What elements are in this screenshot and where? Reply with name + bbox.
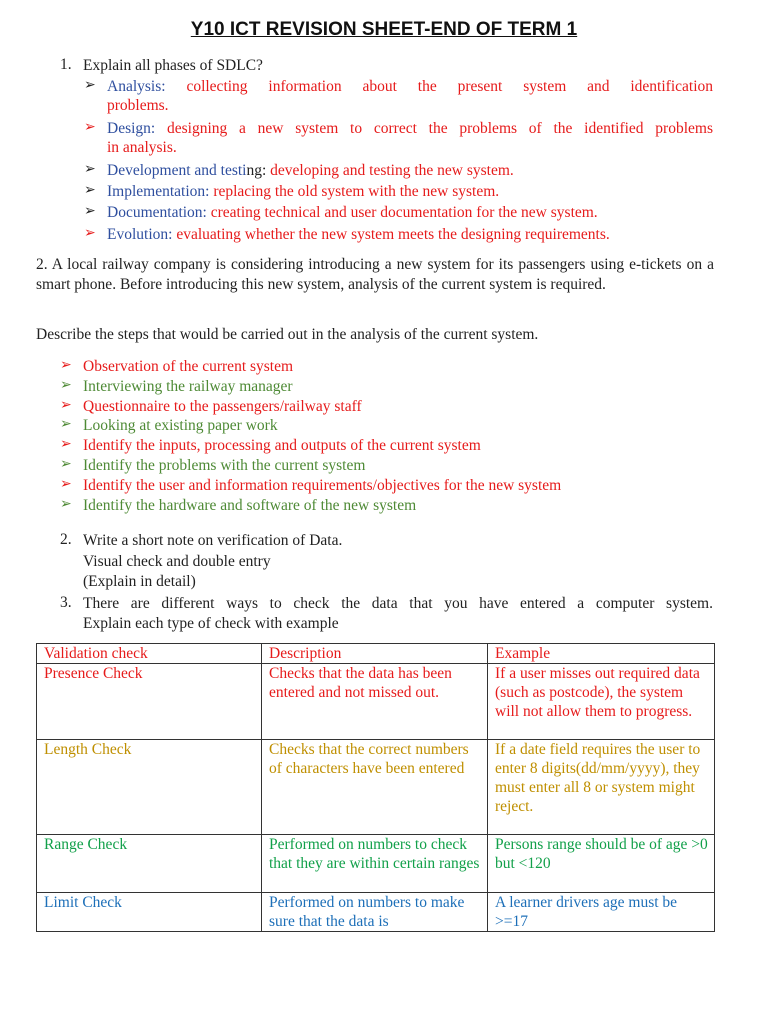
arrowhead-bullet-icon: ➢: [60, 437, 72, 452]
phase-desc-cont: problems.: [107, 97, 169, 114]
arrowhead-bullet-icon: ➢: [84, 226, 96, 241]
phase-desc: designing a new system to correct the problems of the identified problems: [166, 120, 713, 137]
q3-number: 2.: [60, 531, 72, 548]
phase-documentation: [107, 203, 598, 222]
phase-design: [107, 119, 713, 138]
table-row: [37, 893, 715, 932]
phase-term: Implementation:: [107, 183, 210, 200]
arrowhead-bullet-icon: ➢: [60, 457, 72, 472]
phase-desc: creating technical and user documentation for the new system.: [210, 204, 598, 221]
table-header: Validation check: [37, 644, 262, 664]
q1-number: 1.: [60, 56, 72, 73]
q3-line1: Write a short note on verification of Data.: [83, 532, 343, 549]
arrowhead-bullet-icon: ➢: [60, 497, 72, 512]
q3-line3: (Explain in detail): [83, 573, 196, 590]
phase-evolution: [107, 225, 610, 244]
q4-line1: There are different ways to check the data that you have entered a computer system.: [83, 595, 713, 612]
phase-term: Evolution:: [107, 226, 173, 243]
step-item: Interviewing the railway manager: [83, 378, 293, 395]
q3-line2: Visual check and double entry: [83, 553, 271, 570]
arrowhead-bullet-icon: ➢: [60, 358, 72, 373]
phase-term: Design:: [107, 120, 156, 137]
q4-line2: Explain each type of check with example: [83, 615, 339, 632]
table-cell-description: Checks that the data has been entered and not missed out.: [262, 664, 488, 740]
q2-prompt: Describe the steps that would be carried out in the analysis of the current system.: [36, 326, 539, 343]
page-title: Y10 ICT REVISION SHEET-END OF TERM 1: [190, 19, 578, 40]
table-cell-description: Performed on numbers to make sure that the data is: [262, 893, 488, 932]
phase-desc: evaluating whether the new system meets the designing requirements.: [176, 226, 610, 243]
step-item: Questionnaire to the passengers/railway staff: [83, 398, 362, 415]
q1-text: Explain all phases of SDLC?: [83, 57, 263, 74]
step-item: Identify the hardware and software of the new system: [83, 497, 417, 514]
phase-term-tail: ng:: [246, 162, 267, 179]
table-cell-example: If a date field requires the user to enter 8 digits(dd/mm/yyyy), they must enter all 8 or system might reject.: [488, 740, 715, 835]
arrowhead-bullet-icon: ➢: [60, 398, 72, 413]
phase-desc: collecting information about the present system and identification: [186, 78, 714, 95]
step-item: Identify the user and information requirements/objectives for the new system: [83, 477, 562, 494]
phase-development: [107, 161, 514, 180]
phase-desc: developing and testing the new system.: [270, 162, 514, 179]
arrowhead-bullet-icon: ➢: [84, 78, 96, 93]
arrowhead-bullet-icon: ➢: [60, 417, 72, 432]
phase-term: Documentation:: [107, 204, 207, 221]
table-cell-example: A learner drivers age must be >=17: [488, 893, 715, 932]
table-row: [37, 664, 715, 740]
arrowhead-bullet-icon: ➢: [60, 477, 72, 492]
step-item: Looking at existing paper work: [83, 417, 278, 434]
table-row: [37, 835, 715, 893]
arrowhead-bullet-icon: ➢: [60, 378, 72, 393]
arrowhead-bullet-icon: ➢: [84, 183, 96, 198]
table-cell-check: Presence Check: [37, 664, 262, 740]
table-header-row: [37, 644, 715, 664]
phase-desc: replacing the old system with the new system.: [213, 183, 500, 200]
table-header: Description: [262, 644, 488, 664]
step-item: Identify the problems with the current system: [83, 457, 366, 474]
phase-term: Analysis:: [107, 78, 166, 95]
arrowhead-bullet-icon: ➢: [84, 162, 96, 177]
arrowhead-bullet-icon: ➢: [84, 204, 96, 219]
step-item: Observation of the current system: [83, 358, 294, 375]
table-header: Example: [488, 644, 715, 664]
table-cell-check: Limit Check: [37, 893, 262, 932]
table-cell-description: Checks that the correct numbers of characters have been entered: [262, 740, 488, 835]
table-cell-example: If a user misses out required data (such as postcode), the system will not allow them to progress.: [488, 664, 715, 740]
phase-implementation: [107, 182, 499, 201]
phase-term: Development and testi: [107, 162, 247, 179]
step-item: Identify the inputs, processing and outputs of the current system: [83, 437, 481, 454]
q2-paragraph: 2. A local railway company is considering introducing a new system for its passengers using e-tickets on a smart phone. Before introducing this new system, analysis of the current system is required.: [36, 256, 714, 293]
phase-desc-cont: in analysis.: [107, 139, 177, 156]
table-cell-check: Range Check: [37, 835, 262, 893]
table-cell-description: Performed on numbers to check that they are within certain ranges: [262, 835, 488, 893]
arrowhead-bullet-icon: ➢: [84, 120, 96, 135]
phase-analysis: [107, 77, 713, 96]
table-cell-example: Persons range should be of age >0 but <120: [488, 835, 715, 893]
table-row: [37, 740, 715, 835]
validation-table: [36, 643, 715, 932]
table-cell-check: Length Check: [37, 740, 262, 835]
q4-number: 3.: [60, 594, 72, 611]
